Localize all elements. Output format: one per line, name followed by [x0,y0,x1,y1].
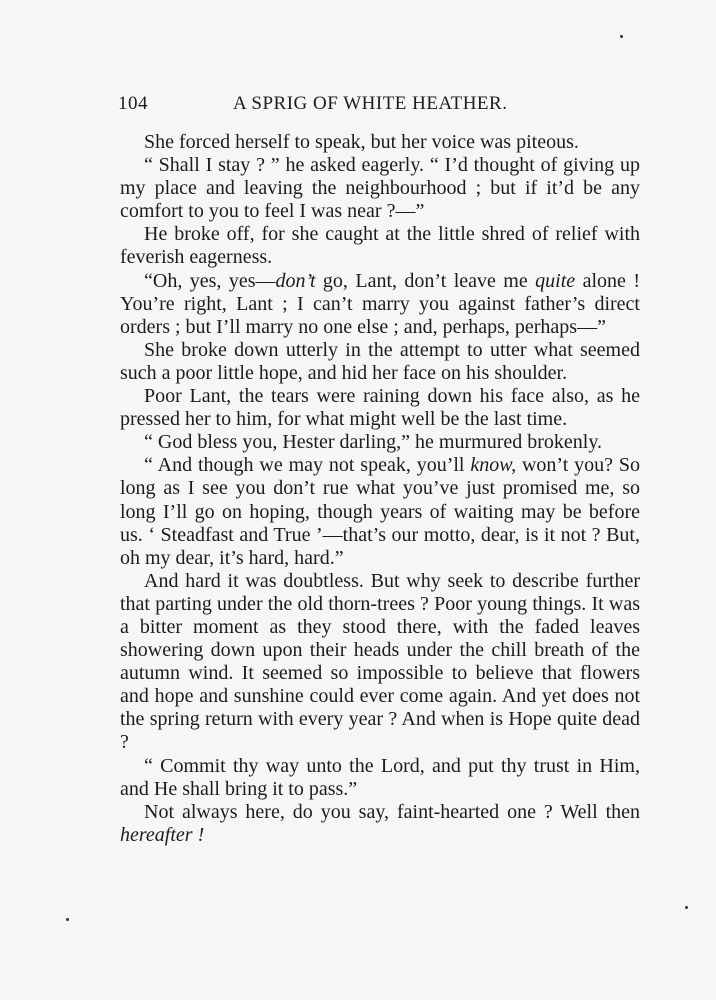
text-run: “ Commit thy way unto the Lord, and put thy trust in Him, and He shall bring it to pass.” [120,754,640,800]
text-run: “Oh, yes, yes— [144,269,276,292]
body-text [120,131,640,847]
text-run: won’t you? So long as I see you don’t rue what you’ve just promised me, so long I’ll go on hoping, though years of waiting may be before us. ‘ Steadfast and True ’—that’s our motto, dear, is it not ? But, oh my dear, it’s hard, hard.” [120,454,640,569]
paragraph [120,270,640,339]
speck [66,918,69,921]
paragraph [120,570,640,755]
paragraph [120,431,640,454]
running-head: A SPRIG OF WHITE HEATHER. [233,93,508,114]
paragraph [120,154,640,223]
text-run: She broke down utterly in the attempt to utter what seemed such a poor little hope, and hid her face on his shoulder. [120,338,640,384]
text-run: “ God bless you, Hester darling,” he murmured brokenly. [144,431,603,454]
paragraph [120,339,640,385]
text-run: Poor Lant, the tears were raining down his face also, as he pressed her to him, for what might well be the last time. [120,385,640,431]
italic-run: know, [470,454,517,477]
text-run: go, Lant, don’t leave me [315,269,536,292]
paragraph [120,223,640,269]
speck [685,906,688,909]
text-run: Not always here, do you say, faint-hearted one ? Well then [144,800,640,823]
paragraph [120,454,640,569]
text-run: alone ! You’re right, Lant ; I can’t marry you against father’s direct orders ; but I’ll marry no one else ; and, perhaps, perhaps—” [120,269,640,338]
page-number: 104 [118,93,148,114]
paragraph [120,385,640,431]
italic-run: don’t [275,269,316,292]
speck [620,35,623,38]
text-run: He broke off, for she caught at the little shred of relief with feverish eagerness. [120,223,640,269]
text-run: “ And though we may not speak, you’ll [144,454,471,477]
text-run: She forced herself to speak, but her voice was piteous. [144,131,579,153]
page-header [118,93,638,119]
italic-run: hereafter ! [120,823,205,846]
paragraph [120,755,640,801]
text-run: And hard it was doubtless. But why seek to describe further that parting under the old thorn-trees ? Poor young things. It was a bitter moment as they stood there, with the faded leaves showering down upon their heads under the chill breath of the autumn wind. It seemed so impossible to believe that flowers and hope and sunshine could ever come again. And yet does not the spring return with every year ? And when is Hope quite dead ? [120,569,640,754]
paragraph [120,131,640,154]
paragraph [120,801,640,847]
text-run: “ Shall I stay ? ” he asked eagerly. “ I’d thought of giving up my place and leaving the neighbourhood ; but if it’d be any comfort to you to feel I was near ?—” [120,154,640,223]
italic-run: quite [535,269,576,292]
